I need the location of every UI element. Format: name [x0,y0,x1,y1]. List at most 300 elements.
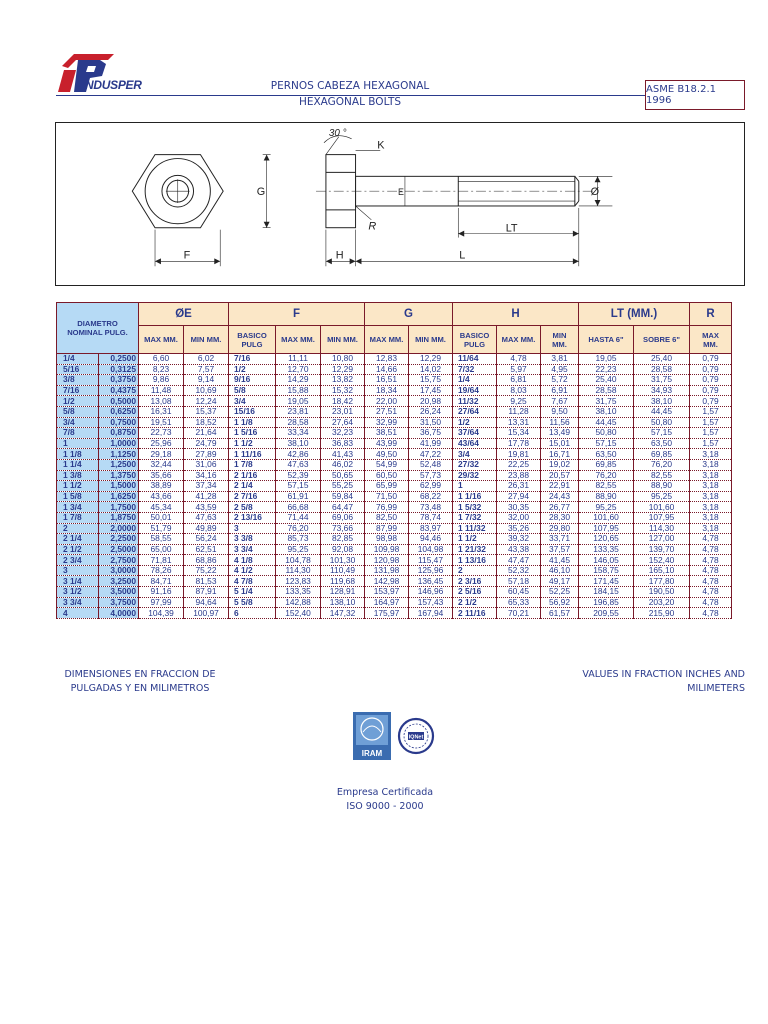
cell-nominal-decimal: 1,0000 [99,438,139,449]
cell-h-basic: 1 21/32 [453,544,497,555]
cell-h-basic: 1 13/16 [453,555,497,566]
cell-h-max: 13,31 [497,417,541,428]
cell-nominal-fraction: 2 1/4 [57,534,99,545]
cell-e-max: 22,73 [139,428,184,439]
cell-lt-over-6: 203,20 [634,597,690,608]
table-row [57,587,732,598]
cell-f-max: 152,40 [276,608,321,619]
cell-h-min: 15,01 [541,438,579,449]
cell-h-basic: 1 [453,481,497,492]
cell-g-max: 49,50 [365,449,409,460]
cell-g-max: 12,83 [365,354,409,365]
cell-e-max: 45,34 [139,502,184,513]
cell-f-basic: 4 7/8 [229,576,276,587]
cell-lt-over-6: 31,75 [634,375,690,386]
label-phi: Ø [590,186,600,199]
cell-lt-over-6: 34,93 [634,385,690,396]
certification-note [300,786,470,814]
cell-f-min: 13,82 [321,375,365,386]
cell-lt-over-6: 101,60 [634,502,690,513]
cell-nominal-decimal: 2,5000 [99,544,139,555]
cell-nominal-fraction: 3/8 [57,375,99,386]
cell-h-max: 60,45 [497,587,541,598]
cell-r-max: 4,78 [690,565,732,576]
cell-nominal-fraction: 1 5/8 [57,491,99,502]
cell-g-max: 175,97 [365,608,409,619]
header-h: H [453,303,579,326]
cell-h-min: 19,02 [541,459,579,470]
cell-f-max: 38,10 [276,438,321,449]
cell-g-min: 104,98 [409,544,453,555]
cell-e-max: 84,71 [139,576,184,587]
subheader-lt-upto6: HASTA 6" [579,326,634,354]
subheader-h-min: MIN MM. [541,326,579,354]
cell-f-basic: 5 5/8 [229,597,276,608]
cell-nominal-decimal: 0,2500 [99,354,139,365]
cell-nominal-decimal: 3,7500 [99,597,139,608]
cell-f-max: 57,15 [276,481,321,492]
cell-nominal-decimal: 1,6250 [99,491,139,502]
cell-nominal-decimal: 0,6250 [99,406,139,417]
cell-nominal-decimal: 1,5000 [99,481,139,492]
cell-g-min: 146,96 [409,587,453,598]
cell-f-min: 15,32 [321,385,365,396]
cell-g-min: 68,22 [409,491,453,502]
cell-h-min: 52,25 [541,587,579,598]
cell-f-max: 142,88 [276,597,321,608]
cell-g-max: 14,66 [365,364,409,375]
cell-f-max: 11,11 [276,354,321,365]
cell-lt-up-to-6: 50,80 [579,428,634,439]
subheader-g-max: MAX MM. [365,326,409,354]
cell-e-max: 32,44 [139,459,184,470]
cell-h-basic: 2 [453,565,497,576]
cell-e-max: 8,23 [139,364,184,375]
cell-g-max: 43,99 [365,438,409,449]
cell-g-min: 62,99 [409,481,453,492]
cell-e-max: 6,60 [139,354,184,365]
header-e: ØE [139,303,229,326]
cell-f-min: 64,47 [321,502,365,513]
cell-r-max: 3,18 [690,481,732,492]
cell-lt-over-6: 215,90 [634,608,690,619]
cell-r-max: 4,78 [690,587,732,598]
cell-nominal-decimal: 1,2500 [99,459,139,470]
cell-g-max: 22,00 [365,396,409,407]
cell-e-min: 56,24 [184,534,229,545]
subheader-f-max: MAX MM. [276,326,321,354]
cell-r-max: 0,79 [690,396,732,407]
cell-e-max: 35,66 [139,470,184,481]
cell-g-min: 125,96 [409,565,453,576]
cell-f-min: 138,10 [321,597,365,608]
cell-h-max: 39,32 [497,534,541,545]
cell-f-max: 95,25 [276,544,321,555]
table-row [57,544,732,555]
cell-nominal-decimal: 0,3125 [99,364,139,375]
cell-f-basic: 3 3/8 [229,534,276,545]
subheader-lt-over6: SOBRE 6" [634,326,690,354]
cell-h-max: 47,47 [497,555,541,566]
cell-g-min: 167,94 [409,608,453,619]
cell-g-max: 109,98 [365,544,409,555]
cell-nominal-fraction: 3 3/4 [57,597,99,608]
cell-h-basic: 29/32 [453,470,497,481]
cell-h-min: 46,10 [541,565,579,576]
cell-f-basic: 4 1/2 [229,565,276,576]
cell-f-max: 52,39 [276,470,321,481]
cell-h-min: 9,50 [541,406,579,417]
cell-lt-up-to-6: 107,95 [579,523,634,534]
cell-e-max: 91,16 [139,587,184,598]
cell-h-min: 3,81 [541,354,579,365]
cell-nominal-fraction: 3 [57,565,99,576]
cell-lt-up-to-6: 44,45 [579,417,634,428]
cell-lt-up-to-6: 22,23 [579,364,634,375]
cell-e-min: 100,97 [184,608,229,619]
cell-r-max: 4,78 [690,544,732,555]
cell-f-max: 123,83 [276,576,321,587]
cell-h-min: 24,43 [541,491,579,502]
table-row [57,608,732,619]
cell-e-min: 62,51 [184,544,229,555]
cell-g-max: 27,51 [365,406,409,417]
cell-f-min: 18,42 [321,396,365,407]
cell-lt-over-6: 127,00 [634,534,690,545]
cell-g-min: 52,48 [409,459,453,470]
cell-h-max: 6,81 [497,375,541,386]
logo-wordmark: INDUSPER [82,78,142,92]
cell-g-max: 16,51 [365,375,409,386]
cell-f-min: 55,25 [321,481,365,492]
cell-g-min: 47,22 [409,449,453,460]
cell-lt-up-to-6: 209,55 [579,608,634,619]
cell-lt-over-6: 152,40 [634,555,690,566]
cell-nominal-decimal: 0,5000 [99,396,139,407]
cell-g-max: 87,99 [365,523,409,534]
cell-g-max: 71,50 [365,491,409,502]
cell-h-min: 33,71 [541,534,579,545]
cell-h-min: 61,57 [541,608,579,619]
cell-h-basic: 11/32 [453,396,497,407]
cell-h-min: 41,45 [541,555,579,566]
cell-nominal-fraction: 2 [57,523,99,534]
subheader-r-max: MAX MM. [690,326,732,354]
cell-lt-up-to-6: 69,85 [579,459,634,470]
cell-f-basic: 5/8 [229,385,276,396]
header-diameter: DIAMETRO NOMINAL PULG. [57,303,139,354]
bolt-technical-drawing [55,122,745,286]
table-row [57,470,732,481]
subheader-f-min: MIN MM. [321,326,365,354]
cell-h-min: 26,77 [541,502,579,513]
cell-f-max: 14,29 [276,375,321,386]
cell-r-max: 3,18 [690,502,732,513]
cell-g-max: 32,99 [365,417,409,428]
cell-f-max: 47,63 [276,459,321,470]
cell-f-basic: 2 1/16 [229,470,276,481]
cell-r-max: 0,79 [690,385,732,396]
cell-lt-up-to-6: 19,05 [579,354,634,365]
cell-e-min: 47,63 [184,512,229,523]
cell-lt-up-to-6: 120,65 [579,534,634,545]
cell-g-max: 18,34 [365,385,409,396]
cell-lt-over-6: 165,10 [634,565,690,576]
table-row [57,512,732,523]
cell-r-max: 0,79 [690,375,732,386]
cell-g-min: 115,47 [409,555,453,566]
cell-f-basic: 2 1/4 [229,481,276,492]
cell-nominal-decimal: 0,7500 [99,417,139,428]
cell-r-max: 3,18 [690,459,732,470]
units-note-english: VALUES IN FRACTION INCHES AND MILIMETERS [582,669,745,694]
cell-r-max: 1,57 [690,417,732,428]
cell-r-max: 3,18 [690,470,732,481]
cell-g-min: 20,98 [409,396,453,407]
cell-f-basic: 2 7/16 [229,491,276,502]
cell-h-basic: 2 3/16 [453,576,497,587]
cell-h-max: 17,78 [497,438,541,449]
cell-f-basic: 2 5/8 [229,502,276,513]
cell-h-max: 19,81 [497,449,541,460]
subheader-e-max: MAX MM. [139,326,184,354]
cell-f-max: 85,73 [276,534,321,545]
bolt-dimensions-table [56,302,732,619]
cell-f-min: 10,80 [321,354,365,365]
cell-nominal-decimal: 1,3750 [99,470,139,481]
cell-h-min: 6,91 [541,385,579,396]
cell-r-max: 1,57 [690,438,732,449]
cell-e-min: 94,64 [184,597,229,608]
cell-g-max: 131,98 [365,565,409,576]
cell-h-min: 49,17 [541,576,579,587]
cell-f-min: 50,65 [321,470,365,481]
cell-h-min: 22,91 [541,481,579,492]
cell-h-basic: 1 5/32 [453,502,497,513]
cell-h-max: 27,94 [497,491,541,502]
table-row [57,481,732,492]
cell-r-max: 3,18 [690,523,732,534]
cell-h-max: 8,03 [497,385,541,396]
label-g: G [256,186,266,199]
cell-g-max: 76,99 [365,502,409,513]
cell-lt-up-to-6: 82,55 [579,481,634,492]
table-row [57,428,732,439]
cell-e-min: 34,16 [184,470,229,481]
iram-logo [353,712,391,760]
cell-r-max: 3,18 [690,512,732,523]
cell-h-min: 5,72 [541,375,579,386]
cell-lt-up-to-6: 25,40 [579,375,634,386]
cell-g-min: 83,97 [409,523,453,534]
cell-f-max: 15,88 [276,385,321,396]
cell-f-min: 32,23 [321,428,365,439]
cell-g-max: 82,50 [365,512,409,523]
cell-h-max: 65,33 [497,597,541,608]
cell-r-max: 0,79 [690,354,732,365]
label-lt: LT [505,222,518,235]
cell-h-min: 28,30 [541,512,579,523]
cell-h-max: 4,78 [497,354,541,365]
iram-wordmark: IRAM [361,749,383,758]
cell-g-max: 120,98 [365,555,409,566]
table-row [57,417,732,428]
cell-f-max: 66,68 [276,502,321,513]
cell-g-min: 136,45 [409,576,453,587]
cell-h-min: 13,49 [541,428,579,439]
cell-lt-over-6: 69,85 [634,449,690,460]
cell-f-min: 12,29 [321,364,365,375]
cell-f-max: 61,91 [276,491,321,502]
cell-lt-over-6: 190,50 [634,587,690,598]
cell-e-min: 43,59 [184,502,229,513]
cell-lt-over-6: 82,55 [634,470,690,481]
cell-e-max: 25,96 [139,438,184,449]
cell-f-min: 46,02 [321,459,365,470]
cell-nominal-decimal: 1,7500 [99,502,139,513]
cell-g-min: 15,75 [409,375,453,386]
cell-r-max: 4,78 [690,534,732,545]
cell-h-max: 22,25 [497,459,541,470]
cell-nominal-fraction: 1 3/8 [57,470,99,481]
cell-lt-up-to-6: 184,15 [579,587,634,598]
cell-h-basic: 1 1/16 [453,491,497,502]
cell-f-max: 33,34 [276,428,321,439]
cell-h-basic: 11/64 [453,354,497,365]
cell-h-basic: 27/32 [453,459,497,470]
cell-nominal-decimal: 2,0000 [99,523,139,534]
cell-r-max: 0,79 [690,364,732,375]
page-title-spanish: PERNOS CABEZA HEXAGONAL [270,80,430,92]
cell-e-max: 13,08 [139,396,184,407]
cell-r-max: 4,78 [690,576,732,587]
cell-h-basic: 43/64 [453,438,497,449]
cell-h-min: 56,92 [541,597,579,608]
cell-e-min: 7,57 [184,364,229,375]
cell-h-basic: 2 11/16 [453,608,497,619]
table-row [57,576,732,587]
cell-h-max: 26,31 [497,481,541,492]
cell-f-min: 27,64 [321,417,365,428]
cell-g-max: 142,98 [365,576,409,587]
cell-nominal-fraction: 1 [57,438,99,449]
cell-nominal-decimal: 4,0000 [99,608,139,619]
cell-h-max: 5,97 [497,364,541,375]
cell-e-max: 58,55 [139,534,184,545]
cell-lt-up-to-6: 57,15 [579,438,634,449]
units-note-spanish: DIMENSIONES EN FRACCION DE PULGADAS Y EN MILIMETROS [64,669,216,694]
cell-f-max: 28,58 [276,417,321,428]
cell-h-basic: 7/32 [453,364,497,375]
cell-g-max: 38,51 [365,428,409,439]
cell-lt-over-6: 63,50 [634,438,690,449]
cell-e-min: 27,89 [184,449,229,460]
cell-nominal-fraction: 1 1/4 [57,459,99,470]
table-row [57,438,732,449]
certification-logos [353,712,437,764]
cell-f-min: 101,30 [321,555,365,566]
cell-nominal-decimal: 2,2500 [99,534,139,545]
cell-f-min: 69,06 [321,512,365,523]
cell-g-max: 65,99 [365,481,409,492]
cell-f-basic: 1 1/2 [229,438,276,449]
cell-e-min: 10,69 [184,385,229,396]
table-row [57,375,732,386]
cell-e-max: 16,31 [139,406,184,417]
cell-nominal-fraction: 1 1/2 [57,481,99,492]
cell-f-basic: 4 1/8 [229,555,276,566]
cell-f-max: 19,05 [276,396,321,407]
table-row [57,534,732,545]
cell-lt-over-6: 95,25 [634,491,690,502]
header-f: F [229,303,365,326]
cell-f-max: 71,44 [276,512,321,523]
table-row [57,385,732,396]
cell-lt-over-6: 38,10 [634,396,690,407]
cell-g-max: 164,97 [365,597,409,608]
cell-nominal-fraction: 1/2 [57,396,99,407]
cell-e-max: 71,81 [139,555,184,566]
cell-nominal-fraction: 3 1/2 [57,587,99,598]
cell-lt-over-6: 50,80 [634,417,690,428]
cell-h-max: 32,00 [497,512,541,523]
cell-f-basic: 7/16 [229,354,276,365]
cell-f-max: 133,35 [276,587,321,598]
cell-nominal-fraction: 3/4 [57,417,99,428]
cell-r-max: 1,57 [690,406,732,417]
subheader-f-basic: BASICO PULG [229,326,276,354]
cell-nominal-fraction: 1/4 [57,354,99,365]
cert-line-1: Empresa Certificada [336,787,434,798]
table-row [57,491,732,502]
cell-f-min: 110,49 [321,565,365,576]
cell-e-min: 87,91 [184,587,229,598]
label-l: L [459,249,466,262]
cell-f-basic: 1 7/8 [229,459,276,470]
cell-g-max: 60,50 [365,470,409,481]
cell-h-max: 43,38 [497,544,541,555]
cell-f-max: 42,86 [276,449,321,460]
cell-f-max: 114,30 [276,565,321,576]
cell-h-basic: 1 11/32 [453,523,497,534]
cell-h-max: 15,34 [497,428,541,439]
table-row [57,354,732,365]
cell-h-basic: 19/64 [453,385,497,396]
cell-e-min: 37,34 [184,481,229,492]
cell-nominal-decimal: 3,5000 [99,587,139,598]
cell-lt-over-6: 57,15 [634,428,690,439]
cell-h-min: 16,71 [541,449,579,460]
cell-e-min: 12,24 [184,396,229,407]
cell-h-min: 29,80 [541,523,579,534]
cell-e-max: 51,79 [139,523,184,534]
table-body [57,354,732,619]
cell-h-basic: 1 7/32 [453,512,497,523]
cell-h-min: 7,67 [541,396,579,407]
cell-h-max: 11,28 [497,406,541,417]
cell-e-max: 43,66 [139,491,184,502]
cell-e-max: 104,39 [139,608,184,619]
cell-f-max: 76,20 [276,523,321,534]
cell-h-max: 23,88 [497,470,541,481]
cell-lt-up-to-6: 146,05 [579,555,634,566]
cell-lt-up-to-6: 88,90 [579,491,634,502]
cell-nominal-fraction: 1 7/8 [57,512,99,523]
cell-g-max: 98,98 [365,534,409,545]
cell-e-max: 97,99 [139,597,184,608]
cell-lt-up-to-6: 171,45 [579,576,634,587]
cell-g-min: 57,73 [409,470,453,481]
